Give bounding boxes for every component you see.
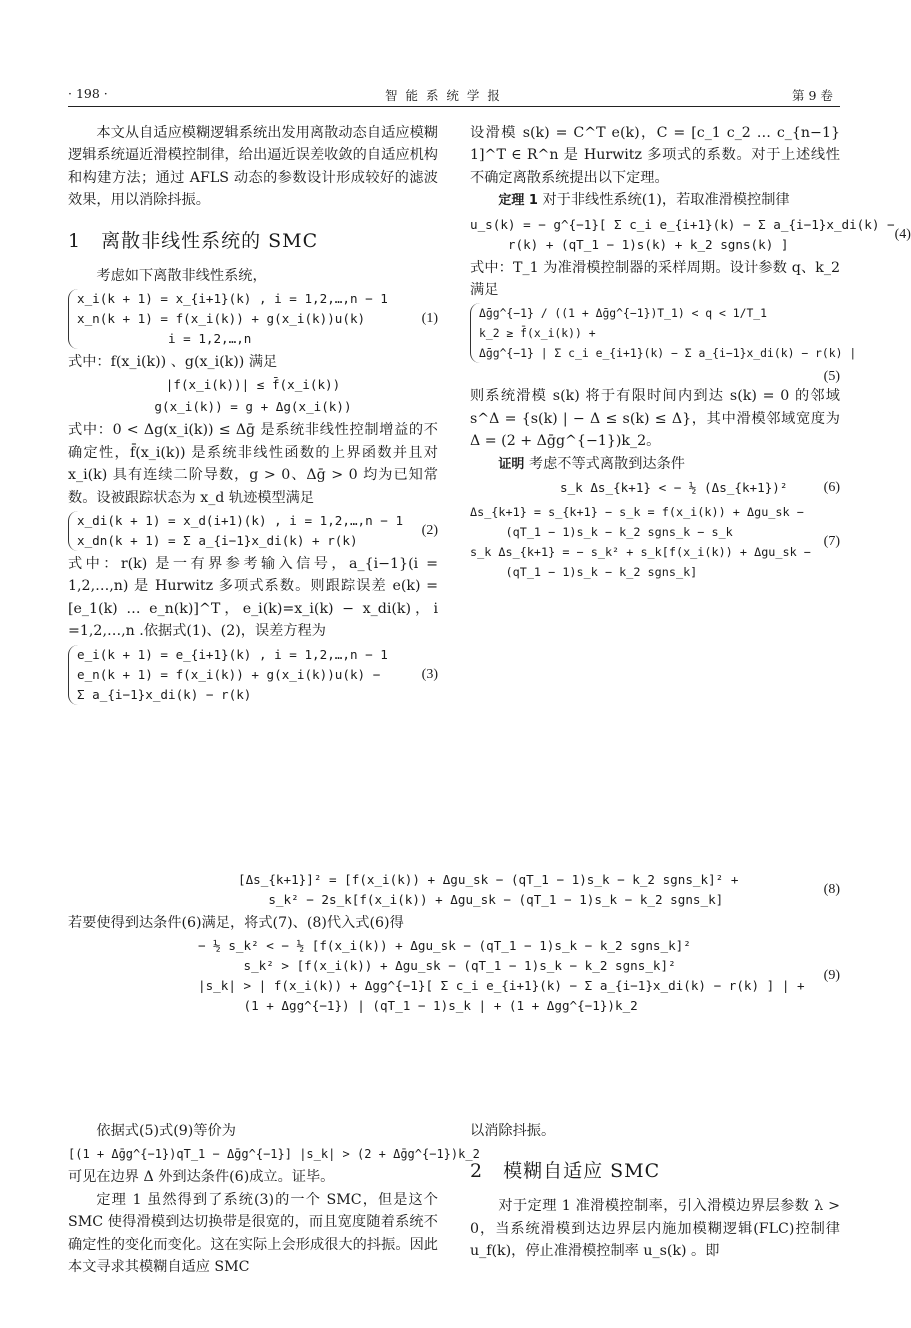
page-number: · 198 · <box>68 86 108 101</box>
equation-number: (2) <box>421 523 438 539</box>
paragraph: 可见在边界 Δ 外到达条件(6)成立。证毕。 <box>68 1169 335 1186</box>
proof-label: 证明 <box>498 456 525 472</box>
equation-10: [(1 + Δḡg^{−1})qT_1 − Δḡg^{−1}] |s_k| > (2 + Δḡg^{−1})k_2 <box>68 1147 480 1162</box>
proof <box>470 453 840 476</box>
header-rule <box>68 106 840 107</box>
bottom-right-column <box>470 1120 840 1263</box>
gain-equation: g(x_i(k)) = g + Δg(x_i(k)) <box>154 399 352 415</box>
proof-text: 考虑不等式离散到达条件 <box>528 455 685 472</box>
section-2-heading: 2 模糊自适应 SMC <box>470 1160 661 1183</box>
equation-8 <box>68 868 840 912</box>
paragraph: 设滑模 s(k) = C^T e(k)，C = [c_1 c_2 … c_{n−1} 1]^T ∈ R^n 是 Hurwitz 多项式的系数。对于上述线性不确定离散系统提出以下定理。 <box>470 125 840 186</box>
equation-body: x_di(k + 1) = x_d(i+1)(k) , i = 1,2,…,n − 1 x_dn(k + 1) = Σ a_{i−1}x_di(k) + r(k) <box>68 511 403 551</box>
equation-6 <box>470 476 840 500</box>
equation-body: Δs_{k+1} = s_{k+1} − s_k = f(x_i(k)) + Δgu_sk − (qT_1 − 1)s_k − k_2 sgns_k − s_k s_k Δs_{k+1} = − s_k² + s_k[f(x_i(k)) + Δgu_sk − (qT_1 − 1)s_k − k_2 sgns_k] <box>470 505 811 580</box>
equation-number: (5) <box>823 369 840 385</box>
bound-equation: |f(x_i(k))| ≤ f̄(x_i(k)) <box>165 377 341 393</box>
equation-body: − ½ s_k² < − ½ [f(x_i(k)) + Δgu_sk − (qT_1 − 1)s_k − k_2 sgns_k]² s_k² > [f(x_i(k)) + Δgu_sk − (qT_1 − 1)s_k − k_2 sgns_k]² |s_k| > | f(x_i(k)) + Δgg^{−1}[ Σ c_i e_{i+1}(k) − Σ a_{i−1}x_di(k) − r(k) ] | + (1 + Δgg^{−1}) | (qT_1 − 1)s_k | + (1 + Δgg^{−1})k_2 <box>198 938 805 1014</box>
section-1-heading: 1 离散非线性系统的 SMC <box>68 229 319 252</box>
equation-body: s_k Δs_{k+1} < − ½ (Δs_{k+1})² <box>560 480 788 496</box>
theorem-label: 定理 1 <box>498 193 538 209</box>
equation-number: (3) <box>421 666 438 682</box>
equation-7 <box>470 500 840 584</box>
equation-number: (9) <box>823 968 840 984</box>
equation-body: x_i(k + 1) = x_{i+1}(k) , i = 1,2,…,n − 1 x_n(k + 1) = f(x_i(k)) + g(x_i(k))u(k) i = 1,2,…,n <box>68 289 388 349</box>
equation-number: (6) <box>823 480 840 496</box>
equation-number: (1) <box>421 311 438 327</box>
equation-body: e_i(k + 1) = e_{i+1}(k) , i = 1,2,…,n − 1 e_n(k + 1) = f(x_i(k)) + g(x_i(k))u(k) − Σ a_{i−1}x_di(k) − r(k) <box>68 645 388 705</box>
equation-body: Δḡg^{−1} / ((1 + Δḡg^{−1})T_1) < q < 1/T_1 k_2 ≥ f̄(x_i(k)) + Δḡg^{−1} | Σ c_i e_{i+1}(k) − Σ a_{i−1}x_di(k) − r(k) | <box>470 303 856 363</box>
equation-9 <box>68 934 840 1018</box>
equation-2 <box>68 509 438 553</box>
paragraph: 式中：T_1 为准滑模控制器的采样周期。设计参数 q、k_2 满足 <box>470 259 840 299</box>
equation-3 <box>68 643 438 707</box>
paragraph: 式中：r(k) 是一有界参考输入信号，a_{i−1}(i = 1,2,…,n) 是 Hurwitz 多项式系数。则跟踪误差 e(k) = [e_1(k) … e_n(k)]^T，e_i(k)=x_i(k) − x_di(k)，i =1,2,…,n .依据式(1)、(2)，误差方程为 <box>68 556 438 640</box>
volume-label: 第 9 卷 <box>792 88 833 103</box>
theorem-1 <box>470 189 840 212</box>
equation-number: (8) <box>823 882 840 897</box>
equation-number: (7) <box>823 534 840 550</box>
paragraph: 定理 1 虽然得到了系统(3)的一个 SMC，但是这个 SMC 使得滑模到达切换带是很宽的，而且宽度随着系统不确定性的变化而变化。这在实际上会形成很大的抖振。因此本文寻求其模糊自适应 SMC <box>68 1191 438 1276</box>
paragraph: 依据式(5)式(9)等价为 <box>96 1123 236 1139</box>
journal-title: 智 能 系 统 学 报 <box>385 88 502 103</box>
equation-body: [Δs_{k+1}]² = [f(x_i(k)) + Δgu_sk − (qT_1 − 1)s_k − k_2 sgns_k]² + s_k² − 2s_k[f(x_i(k)) + Δgu_sk − (qT_1 − 1)s_k − k_2 sgns_k] <box>238 872 739 907</box>
equation-body: u_s(k) = − g^{−1}[ Σ c_i e_{i+1}(k) − Σ a_{i−1}x_di(k) − r(k) + (qT_1 − 1)s(k) + k_2 sgns(k) ] <box>470 216 895 252</box>
equation-number: (4) <box>894 226 911 242</box>
theorem-text: 对于非线性系统(1)，若取准滑模控制律 <box>542 192 790 209</box>
paragraph: 式中：0 < Δg(x_i(k)) ≤ Δḡ 是系统非线性控制增益的不确定性，f̄(x_i(k)) 是系统非线性函数的上界函数并且对 x_i(k) 具有连续二阶导数，g > 0、Δḡ > 0 均为已知常数。设被跟踪状态为 x_d 轨迹模型满足 <box>68 422 438 506</box>
paragraph: 以消除抖振。 <box>470 1123 556 1139</box>
full-width-block <box>68 868 840 1018</box>
equation-1 <box>68 287 438 351</box>
paragraph: 式中：f(x_i(k)) 、g(x_i(k)) 满足 <box>68 354 278 371</box>
equation-5 <box>470 301 857 365</box>
right-column <box>470 122 911 584</box>
equation-5-number-row <box>470 365 840 385</box>
equation-4 <box>470 213 911 257</box>
intro-paragraph: 本文从自适应模糊逻辑系统出发用离散动态自适应模糊逻辑系统逼近滑模控制律，给出逼近误差收敛的自适应机构和构建方法；通过 AFLS 动态的参数设计形成较好的滤波效果，用以消除抖振。 <box>68 125 438 209</box>
paragraph: 对于定理 1 准滑模控制率，引入滑模边界层参数 λ > 0，当系统滑模到达边界层内施加模糊逻辑(FLC)控制律 u_f(k)，停止准滑模控制率 u_s(k) 。即 <box>470 1198 840 1260</box>
paragraph: 考虑如下离散非线性系统， <box>96 267 267 284</box>
paragraph: 则系统滑模 s(k) 将于有限时间内到达 s(k) = 0 的邻域 s^Δ = {s(k) | − Δ ≤ s(k) ≤ Δ}，其中滑模邻域宽度为 Δ = (2 + Δḡg^{−1})k_2。 <box>470 388 840 450</box>
bottom-left-column <box>68 1120 480 1278</box>
paragraph: 若要使得到达条件(6)满足，将式(7)、(8)代入式(6)得 <box>68 915 404 931</box>
left-column <box>68 122 438 707</box>
